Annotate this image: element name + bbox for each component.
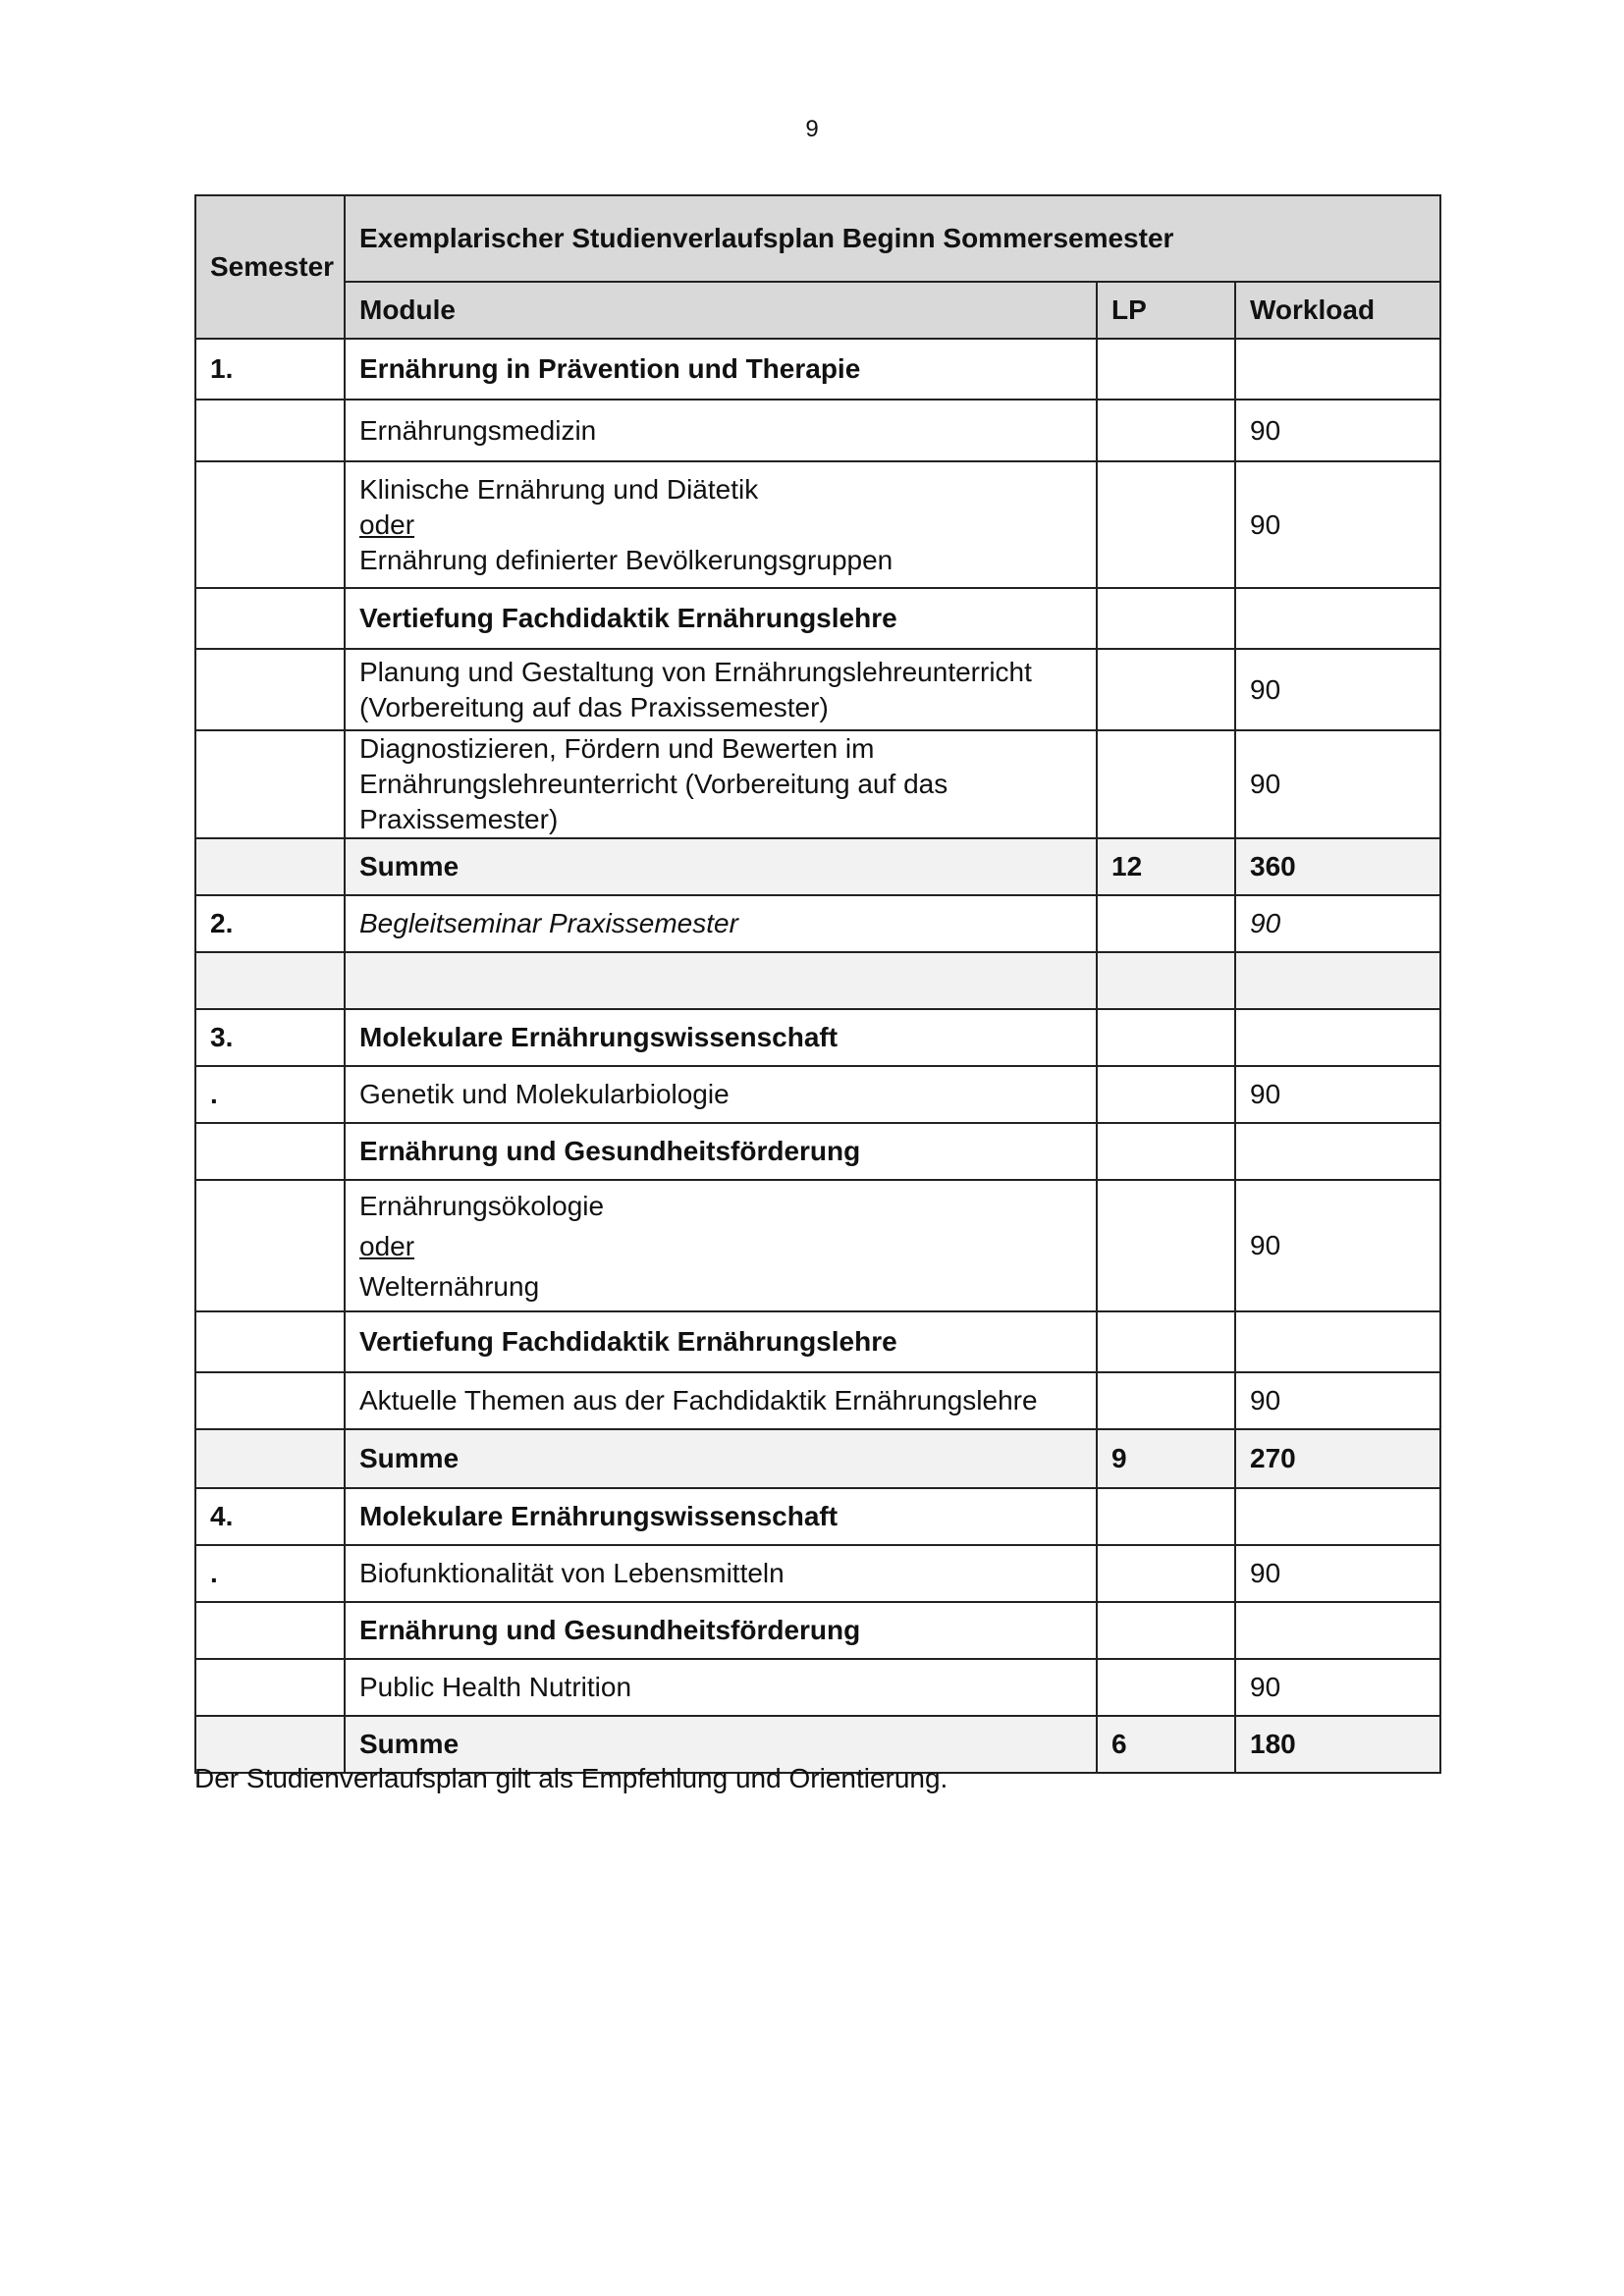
table-row xyxy=(195,1488,1440,1545)
workload-cell xyxy=(1235,339,1440,400)
workload-cell xyxy=(1235,1123,1440,1180)
lp-cell xyxy=(1097,1488,1235,1545)
col-lp-header: LP xyxy=(1097,282,1235,339)
semester-cell: . xyxy=(195,1066,345,1123)
semester-cell xyxy=(195,1311,345,1372)
module-cell: Biofunktionalität von Lebensmitteln xyxy=(345,1545,1097,1602)
semester-cell xyxy=(195,1123,345,1180)
lp-sum: 12 xyxy=(1097,838,1235,895)
workload-cell: 90 xyxy=(1235,1659,1440,1716)
module-option-2: Welternährung xyxy=(359,1270,540,1302)
table-row xyxy=(195,895,1440,952)
module-cell: Begleitseminar Praxissemester xyxy=(345,895,1097,952)
sum-row xyxy=(195,1429,1440,1488)
lp-cell xyxy=(1097,952,1235,1009)
workload-cell xyxy=(1235,1488,1440,1545)
lp-sum: 6 xyxy=(1097,1716,1235,1773)
semester-cell xyxy=(195,1429,345,1488)
study-plan-table xyxy=(194,194,1441,1774)
table-title: Exemplarischer Studienverlaufsplan Beginn Sommersemester xyxy=(345,195,1440,282)
workload-cell xyxy=(1235,588,1440,649)
semester-cell xyxy=(195,1602,345,1659)
module-group-cell: Ernährung und Gesundheitsförderung xyxy=(345,1602,1097,1659)
semester-cell xyxy=(195,952,345,1009)
semester-cell xyxy=(195,730,345,838)
table-row xyxy=(195,730,1440,838)
module-group-cell: Molekulare Ernährungswissenschaft xyxy=(345,1009,1097,1066)
module-cell: Aktuelle Themen aus der Fachdidaktik Ernährungslehre xyxy=(345,1372,1097,1429)
workload-cell: 90 xyxy=(1235,400,1440,461)
module-cell: Genetik und Molekularbiologie xyxy=(345,1066,1097,1123)
semester-header: Semester xyxy=(195,195,345,339)
semester-cell xyxy=(195,838,345,895)
module-group-cell: Vertiefung Fachdidaktik Ernährungslehre xyxy=(345,588,1097,649)
module-group-cell: Vertiefung Fachdidaktik Ernährungslehre xyxy=(345,1311,1097,1372)
module-line-2: Ernährungslehreunterricht (Vorbereitung auf das Praxissemester) xyxy=(359,769,948,834)
table-row xyxy=(195,588,1440,649)
module-cell xyxy=(345,461,1097,588)
spacer-row xyxy=(195,952,1440,1009)
semester-cell: . xyxy=(195,1545,345,1602)
workload-cell: 90 xyxy=(1235,895,1440,952)
module-cell: Public Health Nutrition xyxy=(345,1659,1097,1716)
workload-cell: 90 xyxy=(1235,1066,1440,1123)
workload-cell xyxy=(1235,952,1440,1009)
table-row xyxy=(195,339,1440,400)
lp-cell xyxy=(1097,1311,1235,1372)
workload-sum: 180 xyxy=(1235,1716,1440,1773)
lp-cell xyxy=(1097,1372,1235,1429)
module-line-2: (Vorbereitung auf das Praxissemester) xyxy=(359,691,829,722)
semester-cell: 1. xyxy=(195,339,345,400)
table-row xyxy=(195,400,1440,461)
sum-row xyxy=(195,838,1440,895)
lp-cell xyxy=(1097,461,1235,588)
lp-cell xyxy=(1097,400,1235,461)
semester-cell xyxy=(195,400,345,461)
semester-cell: 4. xyxy=(195,1488,345,1545)
lp-cell xyxy=(1097,1009,1235,1066)
table-row xyxy=(195,1659,1440,1716)
lp-cell xyxy=(1097,1659,1235,1716)
page-number: 9 xyxy=(805,116,819,142)
module-group-cell: Molekulare Ernährungswissenschaft xyxy=(345,1488,1097,1545)
lp-cell xyxy=(1097,1066,1235,1123)
workload-cell xyxy=(1235,1602,1440,1659)
sum-label: Summe xyxy=(345,1716,1097,1773)
sum-label: Summe xyxy=(345,838,1097,895)
lp-cell xyxy=(1097,1123,1235,1180)
semester-cell: 3. xyxy=(195,1009,345,1066)
col-workload-header: Workload xyxy=(1235,282,1440,339)
workload-cell: 90 xyxy=(1235,461,1440,588)
module-cell: Ernährungsmedizin xyxy=(345,400,1097,461)
semester-cell xyxy=(195,1659,345,1716)
module-line-1: Diagnostizieren, Fördern und Bewerten im xyxy=(359,733,875,764)
lp-cell xyxy=(1097,1602,1235,1659)
module-group-cell: Ernährung in Prävention und Therapie xyxy=(345,339,1097,400)
workload-cell: 90 xyxy=(1235,1545,1440,1602)
semester-cell: 2. xyxy=(195,895,345,952)
module-cell xyxy=(345,649,1097,730)
workload-cell: 90 xyxy=(1235,1180,1440,1311)
table-row xyxy=(195,649,1440,730)
table-row xyxy=(195,1009,1440,1066)
table-row xyxy=(195,461,1440,588)
module-option-2: Ernährung definierter Bevölkerungsgruppen xyxy=(359,544,893,575)
table-row xyxy=(195,1311,1440,1372)
lp-cell xyxy=(1097,730,1235,838)
semester-cell xyxy=(195,461,345,588)
table-row xyxy=(195,1123,1440,1180)
semester-cell xyxy=(195,1372,345,1429)
table-row xyxy=(195,1545,1440,1602)
footer-note: Der Studienverlaufsplan gilt als Empfehlung und Orientierung. xyxy=(194,1763,948,1793)
module-option-1: Klinische Ernährung und Diätetik xyxy=(359,473,759,505)
workload-cell xyxy=(1235,1009,1440,1066)
module-group-cell: Ernährung und Gesundheitsförderung xyxy=(345,1123,1097,1180)
workload-sum: 270 xyxy=(1235,1429,1440,1488)
col-module-header: Module xyxy=(345,282,1097,339)
module-cell xyxy=(345,1180,1097,1311)
semester-cell xyxy=(195,1180,345,1311)
workload-sum: 360 xyxy=(1235,838,1440,895)
workload-cell: 90 xyxy=(1235,1372,1440,1429)
module-cell xyxy=(345,952,1097,1009)
lp-cell xyxy=(1097,649,1235,730)
sum-label: Summe xyxy=(345,1429,1097,1488)
workload-cell: 90 xyxy=(1235,730,1440,838)
workload-cell: 90 xyxy=(1235,649,1440,730)
module-line-1: Planung und Gestaltung von Ernährungslehreunterricht xyxy=(359,656,1032,687)
semester-cell xyxy=(195,588,345,649)
module-cell xyxy=(345,730,1097,838)
lp-cell xyxy=(1097,339,1235,400)
table-row xyxy=(195,1602,1440,1659)
semester-cell xyxy=(195,649,345,730)
module-option-1: Ernährungsökologie xyxy=(359,1190,605,1221)
lp-cell xyxy=(1097,1545,1235,1602)
lp-cell xyxy=(1097,1180,1235,1311)
table-row xyxy=(195,1180,1440,1311)
lp-sum: 9 xyxy=(1097,1429,1235,1488)
table-row xyxy=(195,1372,1440,1429)
table-row xyxy=(195,1066,1440,1123)
lp-cell xyxy=(1097,588,1235,649)
workload-cell xyxy=(1235,1311,1440,1372)
module-or-label: oder xyxy=(359,508,415,540)
lp-cell xyxy=(1097,895,1235,952)
module-or-label: oder xyxy=(359,1230,415,1261)
